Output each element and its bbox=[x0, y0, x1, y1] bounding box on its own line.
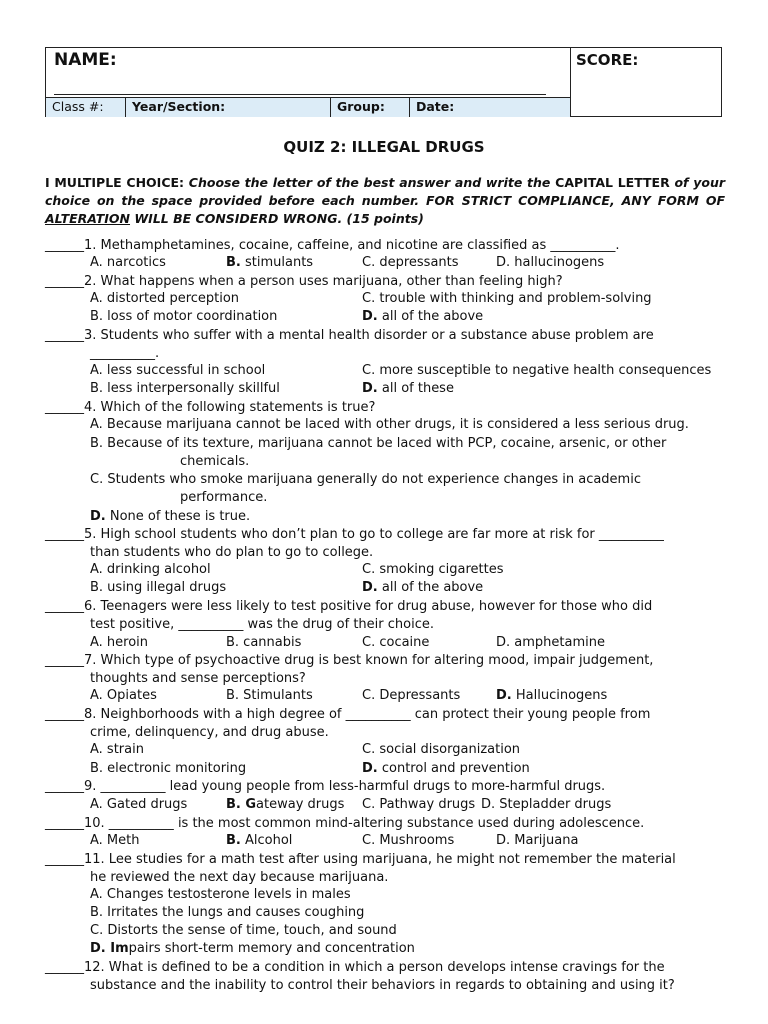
q1-option-b: B. stimulants bbox=[226, 255, 314, 270]
instructions bbox=[45, 174, 725, 228]
info-row bbox=[46, 97, 571, 117]
q7-option-d: D. Hallucinogens bbox=[496, 688, 608, 703]
question-8: ______8. Neighborhoods with a high degree of __________ can protect their young people from bbox=[45, 707, 651, 722]
q10-option-a: A. Meth bbox=[90, 833, 140, 848]
q6-option-b: B. cannabis bbox=[226, 635, 302, 650]
question-10: ______10. __________ is the most common mind-altering substance used during adolescence. bbox=[45, 816, 645, 831]
instr-text-3: WILL BE CONSIDERD WRONG. (15 points) bbox=[134, 211, 424, 226]
question-6: ______6. Teenagers were less likely to test positive for drug abuse, however for those who did bbox=[45, 599, 653, 614]
q4-option-c: C. Students who smoke marijuana generally do not experience changes in academic bbox=[90, 472, 641, 487]
q5-option-c: C. smoking cigarettes bbox=[362, 562, 504, 577]
q1-option-c: C. depressants bbox=[362, 255, 459, 270]
question-5: ______5. High school students who don’t plan to go to college are far more at risk for __________ bbox=[45, 527, 664, 542]
date-label: Date: bbox=[416, 99, 455, 114]
instr-cap: CAPITAL LETTER bbox=[555, 175, 670, 190]
q4-option-a: A. Because marijuana cannot be laced with other drugs, it is considered a less serious drug. bbox=[90, 417, 689, 432]
q4-option-c-cont: performance. bbox=[180, 490, 268, 505]
q8-option-d: D. control and prevention bbox=[362, 761, 530, 776]
q4-option-d: D. None of these is true. bbox=[90, 509, 251, 524]
question-4: ______4. Which of the following statements is true? bbox=[45, 400, 376, 415]
q11-option-c: C. Distorts the sense of time, touch, and sound bbox=[90, 923, 397, 938]
q5-option-a: A. drinking alcohol bbox=[90, 562, 211, 577]
question-2: ______2. What happens when a person uses marijuana, other than feeling high? bbox=[45, 274, 563, 289]
group-label: Group: bbox=[331, 98, 410, 117]
question-3-blank: __________. bbox=[90, 346, 160, 361]
instr-text-1: Choose the letter of the best answer and write the bbox=[188, 175, 551, 190]
q6-option-a: A. heroin bbox=[90, 635, 149, 650]
name-label: NAME: bbox=[54, 50, 117, 70]
q4-option-b-cont: chemicals. bbox=[180, 454, 250, 469]
question-6-cont: test positive, __________ was the drug of their choice. bbox=[90, 617, 434, 632]
question-5-cont: than students who do plan to go to college. bbox=[90, 545, 374, 560]
q2-option-d: D. all of the above bbox=[362, 309, 484, 324]
question-12: ______12. What is defined to be a condition in which a person develops intense cravings for the bbox=[45, 960, 665, 975]
q8-option-a: A. strain bbox=[90, 742, 144, 757]
q8-option-c: C. social disorganization bbox=[362, 742, 521, 757]
q10-option-c: C. Mushrooms bbox=[362, 833, 455, 848]
question-11: ______11. Lee studies for a math test after using marijuana, he might not remember the material bbox=[45, 852, 676, 867]
q11-option-a: A. Changes testosterone levels in males bbox=[90, 887, 351, 902]
question-11-cont: he reviewed the next day because marijuana. bbox=[90, 870, 389, 885]
q6-option-d: D. amphetamine bbox=[496, 635, 605, 650]
q2-option-c: C. trouble with thinking and problem-solving bbox=[362, 291, 652, 306]
quiz-title: QUIZ 2: ILLEGAL DRUGS bbox=[283, 138, 485, 156]
score-label: SCORE: bbox=[576, 51, 639, 69]
q7-option-b: B. Stimulants bbox=[226, 688, 313, 703]
q3-option-a: A. less successful in school bbox=[90, 363, 266, 378]
q5-option-b: B. using illegal drugs bbox=[90, 580, 227, 595]
instr-text-2: of your choice on the space provided before each number. bbox=[45, 175, 726, 208]
question-3: ______3. Students who suffer with a mental health disorder or a substance abuse problem are bbox=[45, 328, 654, 343]
name-line bbox=[54, 94, 546, 95]
q6-option-c: C. cocaine bbox=[362, 635, 430, 650]
q8-option-b: B. electronic monitoring bbox=[90, 761, 247, 776]
question-7: ______7. Which type of psychoactive drug is best known for altering mood, impair judgement, bbox=[45, 653, 654, 668]
q3-option-b: B. less interpersonally skillful bbox=[90, 381, 280, 396]
q5-option-d: D. all of the above bbox=[362, 580, 484, 595]
student-info-header bbox=[45, 47, 722, 117]
question-1: ______1. Methamphetamines, cocaine, caffeine, and nicotine are classified as __________. bbox=[45, 238, 620, 253]
q2-option-a: A. distorted perception bbox=[90, 291, 240, 306]
instr-alteration: ALTERATION bbox=[45, 211, 131, 226]
q3-option-d: D. all of these bbox=[362, 381, 454, 396]
q9-option-a: A. Gated drugs bbox=[90, 797, 188, 812]
q9-option-c: C. Pathway drugs bbox=[362, 797, 476, 812]
year-section-label: Year/Section: bbox=[126, 98, 331, 117]
q4-option-b: B. Because of its texture, marijuana cannot be laced with PCP, cocaine, arsenic, or other bbox=[90, 436, 667, 451]
q1-option-d: D. hallucinogens bbox=[496, 255, 605, 270]
question-12-cont: substance and the inability to control their behaviors in regards to obtaining and using it? bbox=[90, 978, 675, 993]
q2-option-b: B. loss of motor coordination bbox=[90, 309, 278, 324]
name-cell bbox=[46, 48, 571, 97]
q7-option-c: C. Depressants bbox=[362, 688, 461, 703]
q11-option-b: B. Irritates the lungs and causes coughing bbox=[90, 905, 365, 920]
q10-option-b: B. Alcohol bbox=[226, 833, 293, 848]
q10-option-d: D. Marijuana bbox=[496, 833, 579, 848]
question-8-cont: crime, delinquency, and drug abuse. bbox=[90, 725, 329, 740]
q9-option-b: B. Gateway drugs bbox=[226, 797, 345, 812]
q7-option-a: A. Opiates bbox=[90, 688, 157, 703]
part-label: I MULTIPLE CHOICE: bbox=[45, 175, 185, 190]
instr-strict: FOR STRICT COMPLIANCE bbox=[426, 193, 610, 208]
q3-option-c: C. more susceptible to negative health consequences bbox=[362, 363, 712, 378]
question-7-cont: thoughts and sense perceptions? bbox=[90, 671, 306, 686]
instr-comma: , ANY FORM OF bbox=[609, 193, 726, 208]
question-9: ______9. __________ lead young people from less-harmful drugs to more-harmful drugs. bbox=[45, 779, 606, 794]
q1-option-a: A. narcotics bbox=[90, 255, 166, 270]
class-label: Class #: bbox=[46, 98, 126, 117]
q9-option-d: D. Stepladder drugs bbox=[481, 797, 612, 812]
q11-option-d: D. Impairs short-term memory and concentration bbox=[90, 941, 415, 956]
